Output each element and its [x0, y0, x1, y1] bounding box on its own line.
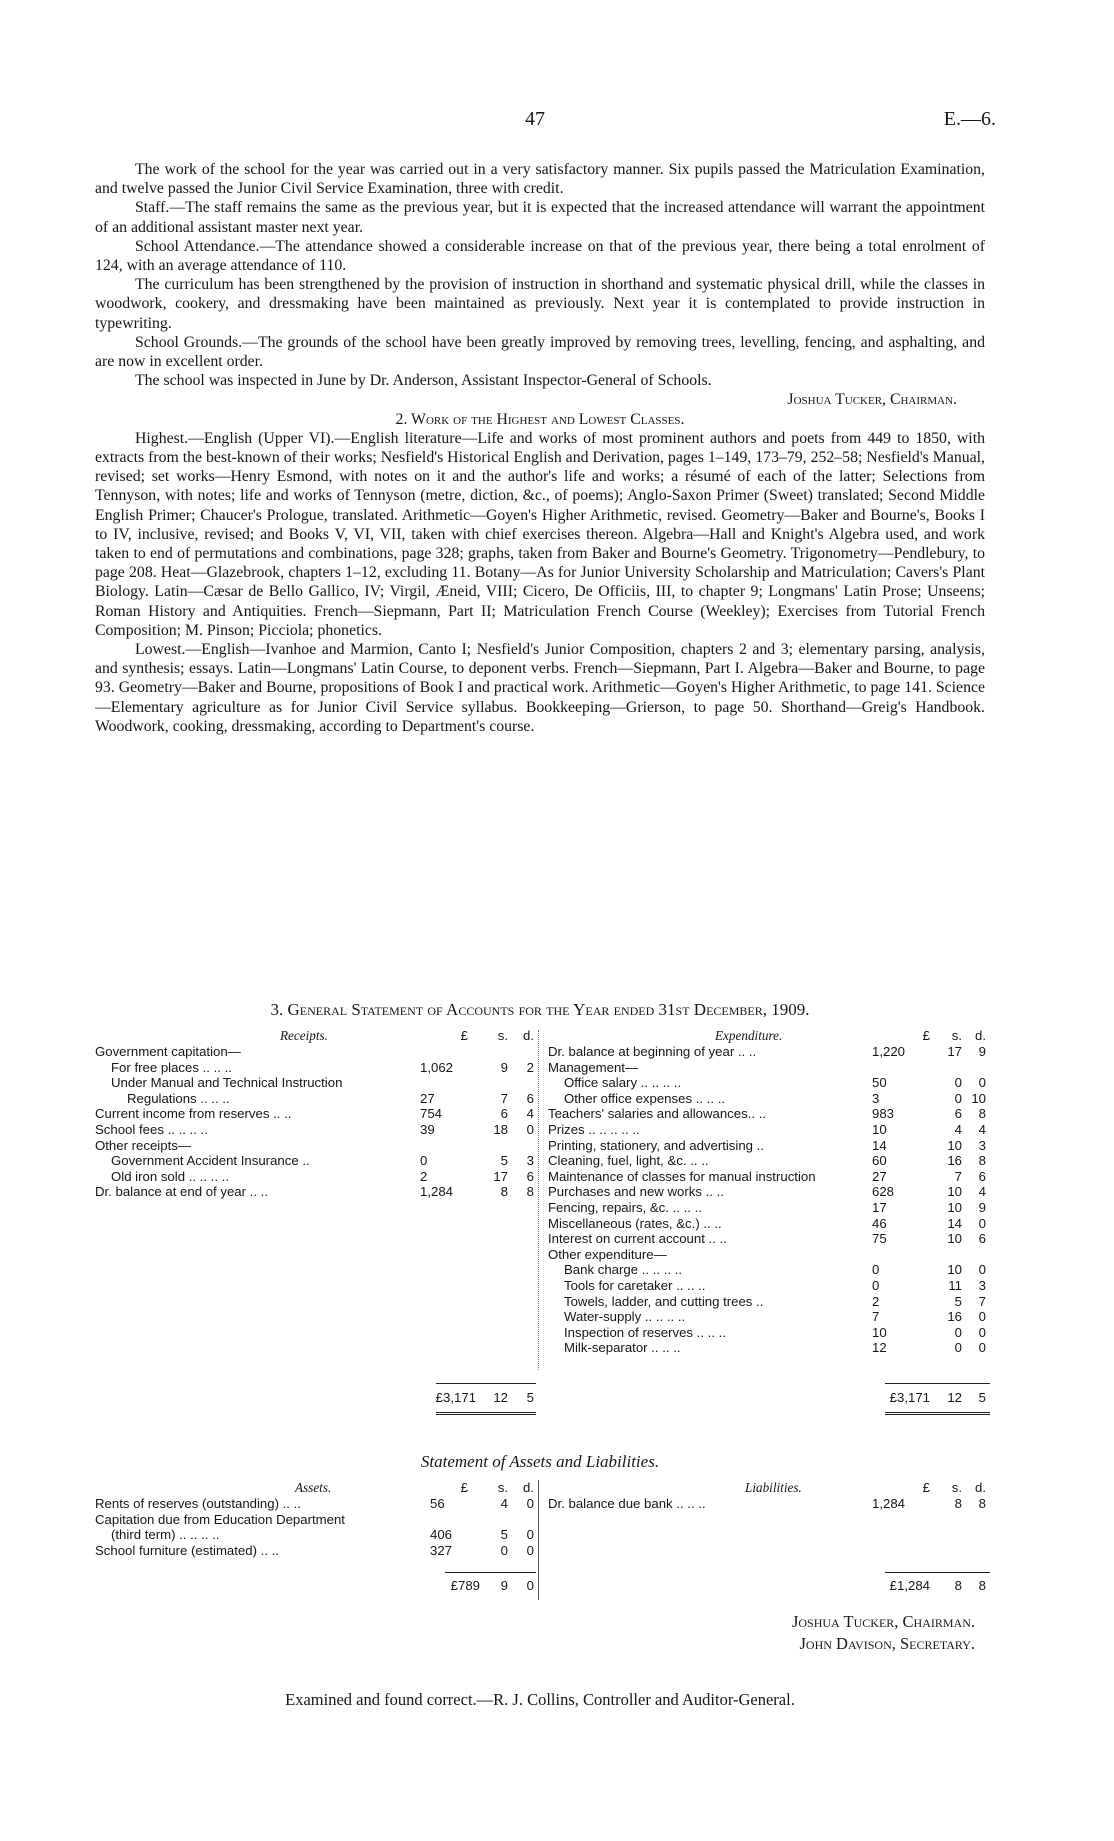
receipt-row-amount-l: 0 [420, 1153, 428, 1169]
asset-row-amount-s: 0 [500, 1542, 508, 1558]
expenditure-row-amount-l: 12 [872, 1340, 887, 1356]
expenditure-row-amount-d: 3 [978, 1278, 986, 1293]
receipt-row-label: Dr. balance at end of year .. .. [95, 1184, 269, 1200]
expenditure-row-label: Office salary .. .. .. .. [564, 1075, 682, 1091]
expenditure-row-amount-l: 628 [872, 1184, 895, 1200]
expenditure-row-amount-l: 50 [872, 1075, 887, 1091]
expenditure-pence-head: d. [975, 1028, 986, 1043]
expenditure-row-amount-s: 5 [954, 1293, 962, 1309]
expenditure-row-amount-l: 2 [872, 1293, 880, 1309]
expenditure-row-amount-s: 17 [947, 1044, 962, 1059]
receipts-total-pounds: £3,171 [435, 1390, 476, 1405]
expenditure-row-amount-l: 983 [872, 1106, 895, 1122]
asset-row-amount-l: 56 [430, 1496, 445, 1511]
expenditure-row-amount-s: 0 [954, 1324, 962, 1340]
expenditure-row-label: Maintenance of classes for manual instruction [548, 1168, 816, 1184]
receipt-row-label: Regulations .. .. .. [127, 1090, 230, 1106]
expenditure-row-label: Management— [548, 1059, 639, 1075]
section-2-heading: 2. Work of the Highest and Lowest Classes. [395, 410, 685, 428]
assets-pound-head: £ [460, 1480, 468, 1495]
asset-row-amount-s: 5 [500, 1527, 508, 1543]
expenditure-row-label: Other office expenses .. .. .. [564, 1090, 726, 1106]
page-number: 47 [525, 108, 545, 130]
paragraph-work: The work of the school for the year was carried out in a very satisfactory manner. Six pupils passed the Matriculation Examination, and twelve passed the Junior Civil Service Examination, three with credit. [95, 161, 985, 198]
assets-total-rule [445, 1572, 536, 1573]
expenditure-row-amount-s: 16 [947, 1309, 962, 1325]
asset-row-amount-d: 0 [526, 1527, 534, 1543]
receipt-row-amount-s: 7 [500, 1090, 508, 1106]
signature-secretary: John Davison, Secretary. [799, 1634, 975, 1653]
statement-title: Statement of Assets and Liabilities. [420, 1452, 660, 1471]
expenditure-row-amount-d: 6 [978, 1168, 986, 1184]
lowest-class-text: Lowest.—English—Ivanhoe and Marmion, Canto I; Nesfield's Junior Composition, chapters 2 and 3; elementary parsing, analysis, and synthesis; essays. Latin—Longmans' Latin Course, to deponent verbs. French—Siepmann, Part I. Algebra—Baker and Bourne, to page 93. Geometry—Baker and Bourne, propositions of Book I and practical work. Arithmetic—Goyen's Higher Arithmetic, to page 141. Science—Elementary agriculture as for Junior Civil Service syllabus. Bookkeeping—Grierson, to page 50. Shorthand—Greig's Handbook. Woodwork, cooking, dressmaking, according to Department's course. [95, 641, 985, 735]
assets-shilling-head: s. [497, 1480, 508, 1495]
expenditure-row-amount-d: 8 [978, 1153, 986, 1169]
receipt-row-amount-s: 18 [493, 1122, 508, 1137]
expenditure-row-label: Bank charge .. .. .. .. [564, 1262, 683, 1278]
expenditure-row-amount-d: 3 [978, 1137, 986, 1153]
expenditure-total-shillings: 12 [947, 1390, 962, 1405]
expenditure-row-amount-s: 0 [954, 1340, 962, 1356]
expenditure-row-label: Water-supply .. .. .. .. [564, 1309, 686, 1325]
expenditure-shilling-head: s. [951, 1028, 962, 1043]
paragraph-staff: Staff.—The staff remains the same as the previous year, but it is expected that the increased attendance will warrant the appointment of an additional assistant master next year. [95, 199, 985, 236]
expenditure-row-amount-l: 0 [872, 1262, 880, 1278]
liabilities-pence-head: d. [975, 1480, 986, 1495]
receipts-pound-head: £ [460, 1028, 468, 1043]
asset-row-label: School furniture (estimated) .. .. [95, 1542, 279, 1558]
expenditure-row-label: Purchases and new works .. .. [548, 1184, 724, 1200]
liabilities-total-rule [885, 1572, 990, 1573]
receipt-row-amount-s: 5 [500, 1153, 508, 1169]
expenditure-row-amount-s: 10 [947, 1137, 962, 1153]
statement-divider [538, 1480, 539, 1600]
paragraph-grounds: School Grounds.—The grounds of the school have been greatly improved by removing trees, levelling, fencing, and asphalting, and are now in excellent order. [95, 333, 985, 371]
expenditure-row-label: Fencing, repairs, &c. .. .. .. [548, 1200, 702, 1215]
liabilities-heading: Liabilities. [745, 1480, 802, 1495]
expenditure-row-amount-s: 6 [954, 1106, 962, 1122]
receipt-row-label: For free places .. .. .. [111, 1059, 232, 1075]
receipts-total-pence: 5 [526, 1390, 534, 1405]
asset-row-label: Capitation due from Education Department [95, 1511, 345, 1527]
receipt-row-amount-s: 8 [500, 1184, 508, 1200]
accounts-title: 3. General Statement of Accounts for the Year ended 31st December, 1909. [270, 1000, 810, 1019]
expenditure-row-amount-s: 16 [947, 1153, 962, 1169]
receipt-row-label: Government Accident Insurance .. [111, 1153, 310, 1169]
receipt-row-amount-d: 8 [526, 1184, 534, 1200]
expenditure-row-amount-s: 14 [947, 1215, 962, 1231]
expenditure-row-amount-s: 10 [947, 1200, 962, 1215]
document-reference: E.—6. [943, 108, 996, 130]
liabilities-total-pounds: £1,284 [889, 1578, 930, 1593]
expenditure-row-amount-d: 6 [978, 1231, 986, 1247]
expenditure-total-pence: 5 [978, 1390, 986, 1405]
receipt-row-amount-l: 1,284 [420, 1184, 454, 1200]
receipt-row-amount-l: 754 [420, 1106, 443, 1122]
asset-row-amount-s: 4 [500, 1496, 508, 1511]
expenditure-row-amount-l: 7 [872, 1309, 880, 1325]
asset-row-amount-l: 327 [430, 1542, 453, 1558]
signature-chairman: Joshua Tucker, Chairman. [791, 1612, 975, 1631]
liabilities-total-pence: 8 [978, 1578, 986, 1593]
liabilities-shilling-head: s. [951, 1480, 962, 1495]
liabilities-pound-head: £ [922, 1480, 930, 1495]
receipts-shilling-head: s. [497, 1028, 508, 1043]
expenditure-row-amount-l: 75 [872, 1231, 887, 1247]
receipt-row-label: Old iron sold .. .. .. .. [111, 1168, 229, 1184]
expenditure-row-amount-l: 17 [872, 1200, 887, 1215]
receipt-row-amount-s: 9 [500, 1059, 508, 1075]
paragraph-inspection: The school was inspected in June by Dr. Anderson, Assistant Inspector-General of Schools. [135, 372, 712, 390]
expenditure-row-amount-d: 7 [978, 1293, 986, 1309]
expenditure-row-label: Miscellaneous (rates, &c.) .. .. [548, 1215, 722, 1231]
expenditure-row-amount-l: 0 [872, 1278, 880, 1293]
receipts-pence-head: d. [523, 1028, 534, 1043]
receipt-row-amount-l: 1,062 [420, 1059, 454, 1075]
asset-row-amount-l: 406 [430, 1527, 453, 1543]
expenditure-row-amount-l: 1,220 [872, 1044, 906, 1059]
assets-total-pounds: £789 [450, 1578, 480, 1593]
expenditure-row-label: Towels, ladder, and cutting trees .. [564, 1293, 764, 1309]
examined-statement: Examined and found correct.—R. J. Collins, Controller and Auditor-General. [285, 1690, 795, 1709]
expenditure-heading: Expenditure. [715, 1028, 783, 1043]
expenditure-row-amount-d: 8 [978, 1106, 986, 1122]
assets-total-shillings: 9 [500, 1578, 508, 1593]
receipt-row-amount-d: 3 [526, 1153, 534, 1169]
receipt-row-amount-l: 2 [420, 1168, 428, 1184]
asset-row-label: Rents of reserves (outstanding) .. .. [95, 1496, 301, 1511]
receipt-row-amount-d: 6 [526, 1090, 534, 1106]
assets-pence-head: d. [523, 1480, 534, 1495]
expenditure-row-amount-s: 10 [947, 1231, 962, 1247]
receipt-row-amount-d: 6 [526, 1168, 534, 1184]
expenditure-row-label: Inspection of reserves .. .. .. [564, 1324, 726, 1340]
expenditure-row-amount-d: 0 [978, 1075, 986, 1091]
expenditure-row-amount-d: 0 [978, 1215, 986, 1231]
receipt-row-amount-l: 39 [420, 1122, 435, 1137]
liability-row-label: Dr. balance due bank .. .. .. [548, 1496, 706, 1511]
assets-heading: Assets. [295, 1480, 332, 1495]
expenditure-row-label: Tools for caretaker .. .. .. [564, 1278, 706, 1293]
expenditure-row-label: Milk-separator .. .. .. [564, 1340, 681, 1356]
expenditure-row-label: Dr. balance at beginning of year .. .. [548, 1044, 757, 1059]
expenditure-row-amount-s: 11 [948, 1278, 962, 1293]
expenditure-row-amount-d: 4 [978, 1184, 986, 1200]
receipt-row-amount-d: 2 [526, 1059, 534, 1075]
expenditure-row-label: Interest on current account .. .. [548, 1231, 727, 1247]
expenditure-row-label: Prizes .. .. .. .. .. [548, 1122, 640, 1137]
receipt-row-amount-l: 27 [420, 1090, 435, 1106]
expenditure-row-amount-l: 46 [872, 1215, 887, 1231]
expenditure-row-label: Teachers' salaries and allowances.. .. [548, 1106, 767, 1122]
assets-total-pence: 0 [526, 1578, 534, 1593]
expenditure-row-amount-d: 0 [978, 1340, 986, 1356]
liability-row-amount-l: 1,284 [872, 1496, 906, 1511]
paragraph-curriculum: The curriculum has been strengthened by the provision of instruction in shorthand and systematic physical drill, while the classes in woodwork, cookery, and dressmaking have been maintained as previously. Next year it is contemplated to provide instruction in typewriting. [95, 276, 985, 332]
liability-row-amount-d: 8 [978, 1496, 986, 1511]
receipt-row-amount-s: 6 [500, 1106, 508, 1122]
expenditure-row-label: Other expenditure— [548, 1246, 667, 1262]
receipt-row-label: Government capitation— [95, 1044, 241, 1059]
highest-class-text: Highest.—English (Upper VI).—English literature—Life and works of most prominent authors and poets from 449 to 1850, with extracts from the best-known of their works; Nesfield's Historical English and Derivation, pages 1–149, 173–79, 252–58; Nesfield's Manual, revised; set works—Henry Esmond, with notes on it and the author's life and works; a résumé of each of the latter; Selections from Tennyson, with notes; life and works of Tennyson (metre, diction, &c., of poems); Anglo-Saxon Primer (Sweet) translated; Second Middle English Primer; Chaucer's Prologue, translated. Arithmetic—Goyen's Higher Arithmetic, revised. Geometry—Baker and Bourne's, Books I to IV, inclusive, revised; and Books V, VI, VII, taken with chief exercises thereon. Algebra—Hall and Knight's Algebra used, and work taken to end of permutations and combinations, page 328; graphs, taken from Baker and Bourne's Geometry. Trigonometry—Pendlebury, to page 208. Heat—Glazebrook, chapters 1–12, excluding 11. Botany—As for Junior University Scholarship and Matriculation; Cavers's Plant Biology. Latin—Cæsar de Bello Gallico, IV; Virgil, Æneid, VIII; Cicero, De Officiis, III, to chapter 9; Longmans' Latin Prose; Unseens; Roman History and Antiquities. French—Siepmann, Part II; Matriculation French Course (Weekley); Exercises from Tutorial French Composition; M. Pinson; Picciola; phonetics. [95, 429, 985, 639]
asset-row-amount-d: 0 [526, 1542, 534, 1558]
expenditure-row-amount-d: 0 [978, 1324, 986, 1340]
expenditure-row-amount-l: 3 [872, 1090, 880, 1106]
expenditure-row-amount-s: 10 [947, 1262, 962, 1278]
expenditure-row-amount-d: 10 [971, 1090, 986, 1106]
liabilities-total-shillings: 8 [954, 1578, 962, 1593]
expenditure-row-amount-d: 9 [978, 1044, 986, 1059]
expenditure-row-amount-s: 7 [954, 1168, 962, 1184]
expenditure-row-amount-s: 10 [947, 1184, 962, 1200]
paragraph-attendance: School Attendance.—The attendance showed a considerable increase on that of the previous year, there being a total enrolment of 124, with an average attendance of 110. [95, 237, 985, 275]
expenditure-row-amount-s: 0 [954, 1090, 962, 1106]
expenditure-row-amount-d: 9 [978, 1200, 986, 1215]
expenditure-row-amount-d: 4 [978, 1122, 986, 1137]
receipt-row-amount-d: 4 [526, 1106, 534, 1122]
expenditure-row-amount-d: 0 [978, 1262, 986, 1278]
receipt-row-label: Current income from reserves .. .. [95, 1106, 292, 1122]
receipts-total-shillings: 12 [493, 1390, 508, 1405]
expenditure-pound-head: £ [922, 1028, 930, 1043]
expenditure-row-label: Cleaning, fuel, light, &c. .. .. [548, 1153, 709, 1169]
receipt-row-amount-d: 0 [526, 1122, 534, 1137]
expenditure-row-amount-l: 10 [872, 1122, 887, 1137]
expenditure-row-label: Printing, stationery, and advertising .. [548, 1137, 764, 1153]
expenditure-row-amount-l: 14 [872, 1137, 887, 1153]
asset-row-label: (third term) .. .. .. .. [111, 1527, 220, 1543]
signature-chairman-top: Joshua Tucker, Chairman. [787, 391, 957, 409]
expenditure-total-pounds: £3,171 [889, 1390, 930, 1405]
expenditure-row-amount-d: 0 [978, 1309, 986, 1325]
expenditure-row-amount-s: 0 [954, 1075, 962, 1091]
receipt-row-label: Other receipts— [95, 1137, 192, 1153]
expenditure-row-amount-l: 27 [872, 1168, 887, 1184]
asset-row-amount-d: 0 [526, 1496, 534, 1511]
expenditure-row-amount-l: 60 [872, 1153, 887, 1169]
receipt-row-amount-s: 17 [493, 1168, 508, 1184]
receipt-row-label: School fees .. .. .. .. [95, 1122, 208, 1137]
expenditure-row-amount-l: 10 [872, 1324, 887, 1340]
liability-row-amount-s: 8 [954, 1496, 962, 1511]
expenditure-row-amount-s: 4 [954, 1122, 962, 1137]
receipt-row-label: Under Manual and Technical Instruction [111, 1075, 343, 1091]
receipts-heading: Receipts. [280, 1028, 328, 1043]
